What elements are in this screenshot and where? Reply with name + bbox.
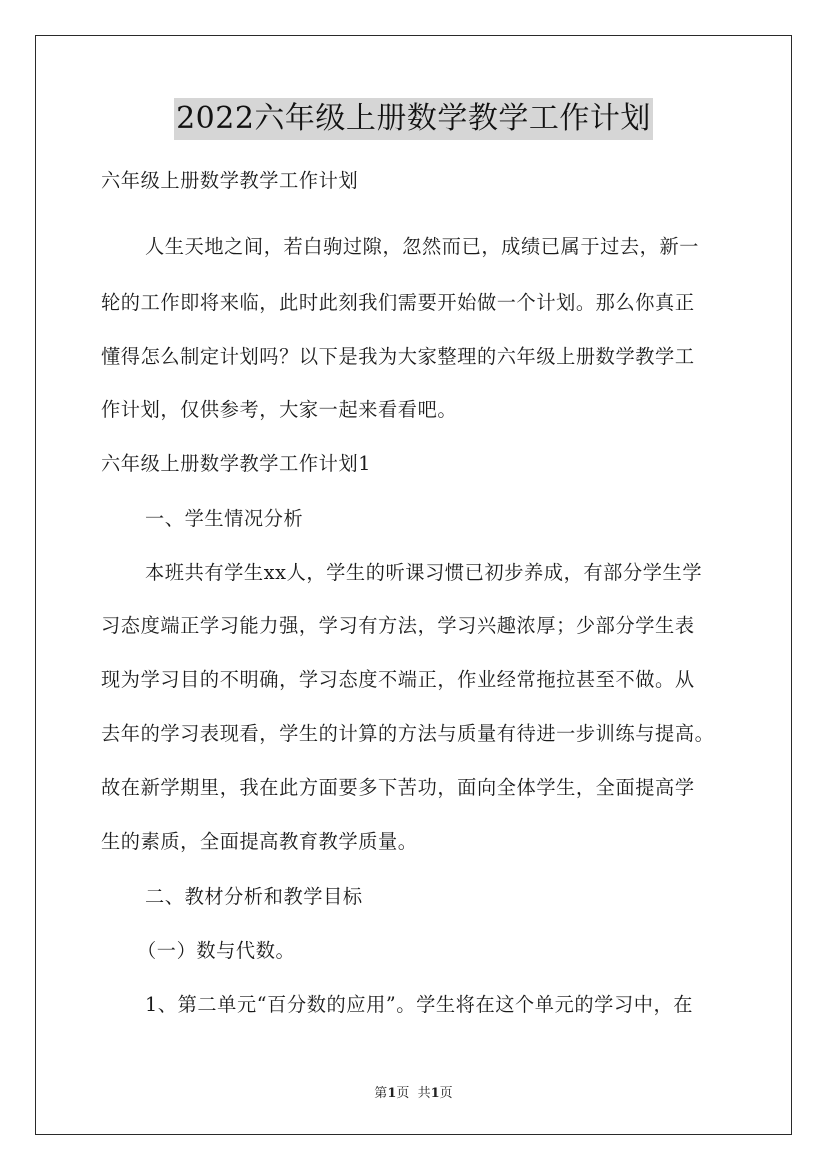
paragraph-line: 生的素质，全面提高教育教学质量。 [101,830,418,853]
paragraph-line: 轮的工作即将来临，此时此刻我们需要开始做一个计划。那么你真正 [101,291,695,314]
footer-mid: 页 共 [396,1086,431,1101]
paragraph-line: 人生天地之间，若白驹过隙，忽然而已，成绩已属于过去，新一 [145,235,700,258]
section-heading: 二、教材分析和教学目标 [145,885,363,908]
paragraph-line: 1、第二单元“百分数的应用”。学生将在这个单元的学习中，在 [145,993,694,1016]
title-container [0,98,827,140]
paragraph-line: 作计划，仅供参考，大家一起来看看吧。 [101,398,458,421]
document-title: 2022六年级上册数学教学工作计划 [174,98,653,140]
paragraph-line: 故在新学期里，我在此方面要多下苦功，面向全体学生，全面提高学 [101,776,695,799]
footer-prefix: 第 [374,1086,388,1101]
paragraph-line: 习态度端正学习能力强，学习有方法，学习兴趣浓厚；少部分学生表 [101,614,695,637]
section-heading: 一、学生情况分析 [145,507,304,530]
paragraph-line: 懂得怎么制定计划吗？以下是我为大家整理的六年级上册数学教学工 [101,345,695,368]
paragraph-line: 本班共有学生xx人，学生的听课习惯已初步养成，有部分学生学 [145,561,703,584]
footer-suffix: 页 [439,1086,453,1101]
current-page-number: 1 [387,1086,397,1101]
page-footer [0,1082,827,1101]
section-heading: 六年级上册数学教学工作计划1 [101,452,372,475]
total-page-number: 1 [430,1086,440,1101]
paragraph-line: 现为学习目的不明确，学习态度不端正，作业经常拖拉甚至不做。从 [101,668,695,691]
subsection-heading: （一）数与代数。 [137,939,296,962]
paragraph-line: 去年的学习表现看，学生的计算的方法与质量有待进一步训练与提高。 [101,722,715,745]
paragraph-line: 六年级上册数学教学工作计划 [101,169,359,192]
